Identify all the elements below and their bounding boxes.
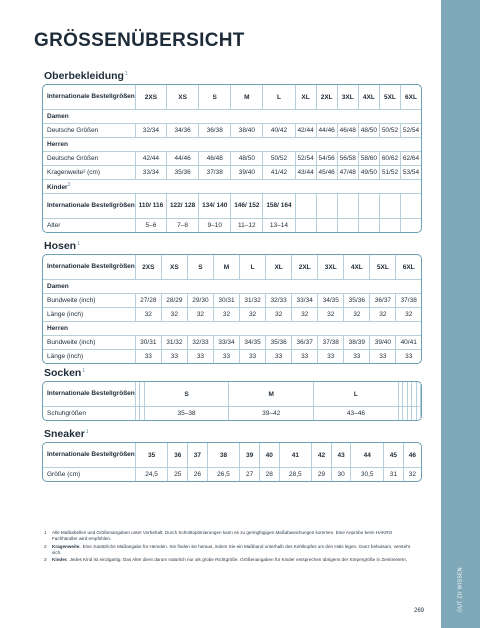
sneaker-table: [42, 442, 422, 482]
value-cell: 32: [214, 308, 240, 322]
size-header-cell: 6XL: [396, 255, 421, 280]
value-cell: 34/35: [318, 294, 344, 308]
section-heading-sneaker: Sneaker$^1$: [44, 428, 89, 440]
value-cell: 33: [162, 350, 188, 363]
page-title: GRÖSSENÜBERSICHT: [34, 30, 245, 51]
value-cell: 36/37: [292, 336, 318, 350]
value-cell: 48/50: [231, 152, 263, 166]
value-cell: [380, 219, 401, 232]
size-header-cell: 6XL: [401, 85, 421, 110]
data-row: [43, 407, 421, 420]
size-header-cell: 41: [280, 443, 313, 468]
size-header-cell: [401, 194, 421, 219]
footnote-body: [52, 557, 407, 563]
value-cell: 27: [240, 468, 260, 481]
row-label: Kragenweite² (cm): [43, 166, 136, 180]
size-header-cell: M: [214, 255, 240, 280]
size-header-cell: 110/ 116: [136, 194, 167, 219]
value-cell: 28,5: [280, 468, 313, 481]
kinder-label: Kinder: [47, 184, 68, 192]
value-cell: 33/34: [214, 336, 240, 350]
value-cell: 24,5: [136, 468, 169, 481]
group-label: Damen: [43, 110, 421, 124]
size-header-cell: 2XL: [317, 85, 338, 110]
value-cell: 27/28: [136, 294, 162, 308]
value-cell: 32: [188, 308, 214, 322]
footnote-body: [52, 530, 414, 542]
value-cell: 32/34: [136, 124, 167, 138]
value-cell: 58/60: [359, 152, 380, 166]
value-cell: 33: [344, 350, 370, 363]
value-cell: 32/33: [266, 294, 292, 308]
value-cell: 36/37: [370, 294, 396, 308]
value-cell: 39–42: [229, 407, 314, 420]
value-cell: 9–10: [199, 219, 231, 232]
size-header-cell: 43: [332, 443, 352, 468]
value-cell: 44/46: [167, 152, 199, 166]
value-cell: 37/38: [396, 294, 421, 308]
value-cell: 46/48: [338, 124, 359, 138]
size-header-cell: [317, 194, 338, 219]
value-cell: 51/52: [380, 166, 401, 180]
header-row: [43, 255, 421, 280]
page-number: 269: [414, 608, 425, 614]
row-label: Bundweite (inch): [43, 294, 136, 308]
value-cell: 35/36: [344, 294, 370, 308]
size-header-cell: 146/ 152: [231, 194, 263, 219]
size-header-cell: 45: [384, 443, 404, 468]
value-cell: 25: [168, 468, 188, 481]
value-cell: 28/29: [162, 294, 188, 308]
size-header-cell: [296, 194, 317, 219]
size-header-cell: 35: [136, 443, 169, 468]
value-cell: 7–8: [167, 219, 199, 232]
size-header-cell: 40: [260, 443, 280, 468]
data-row: [43, 350, 421, 363]
footnote-term: Kinder.: [52, 557, 68, 562]
value-cell: 29/30: [188, 294, 214, 308]
row-label: Länge (inch): [43, 308, 136, 322]
footnote-text: Eine zusätzliche Maßangabe für Hemden. Sie finden sie heraus, indem Sie ein Maßband unterhalb des Kehlkopfes um den Hals legen. Ganz behutsam, versteht sich.: [52, 543, 410, 555]
row-label: Länge (inch): [43, 350, 136, 363]
value-cell: 36/38: [199, 124, 231, 138]
value-cell: 53/54: [401, 166, 421, 180]
group-label: Herren: [43, 138, 421, 152]
size-header-cell: 158/ 164: [263, 194, 295, 219]
kinder-header-row: [43, 194, 421, 219]
data-row: [43, 166, 421, 180]
header-row: [43, 85, 421, 110]
size-header-cell: M: [231, 85, 263, 110]
size-header-label: Internationale Bestellgrößen: [43, 443, 136, 468]
kinder-footnote-ref: 3: [67, 181, 71, 188]
value-cell: 40/42: [263, 124, 295, 138]
header-row: [43, 382, 421, 407]
value-cell: 33: [370, 350, 396, 363]
value-cell: 30,5: [351, 468, 384, 481]
value-cell: 33: [292, 350, 318, 363]
group-row: [43, 138, 421, 152]
value-cell: 33: [405, 353, 413, 360]
value-cell: 56/58: [338, 152, 359, 166]
size-header-cell: 3XL: [318, 255, 344, 280]
value-cell: 30/31: [136, 336, 162, 350]
value-cell: 33/34: [292, 294, 318, 308]
value-cell: 43–46: [314, 407, 399, 420]
group-row: [43, 322, 421, 336]
row-label: Alter: [43, 219, 136, 232]
size-header-cell: S: [145, 382, 230, 407]
data-row: [43, 336, 421, 350]
size-header-cell: 38: [208, 443, 241, 468]
section-heading-socken: Socken$^1$: [44, 367, 86, 379]
value-cell: 37/38: [318, 336, 344, 350]
value-cell: 32: [370, 308, 396, 322]
hosen-table: [42, 254, 422, 364]
value-cell: [317, 219, 338, 232]
header-row: [43, 443, 421, 468]
value-cell: 48/50: [359, 124, 380, 138]
data-row: [43, 124, 421, 138]
value-cell: 26: [188, 468, 208, 481]
value-cell: 31/32: [240, 294, 266, 308]
value-cell: 35/36: [266, 336, 292, 350]
size-header-cell: XS: [167, 85, 199, 110]
value-cell: 13–14: [263, 219, 295, 232]
value-cell: 50/52: [380, 124, 401, 138]
size-header-cell: 122/ 128: [167, 194, 199, 219]
row-label: Deutsche Größen: [43, 124, 136, 138]
data-row: [43, 294, 421, 308]
footnote: [44, 544, 414, 556]
row-label: Bundweite (inch): [43, 336, 136, 350]
size-header-cell: 2XL: [292, 255, 318, 280]
data-row: [43, 152, 421, 166]
socken-table: [42, 381, 422, 421]
value-cell: 32: [344, 308, 370, 322]
value-cell: 31: [384, 468, 404, 481]
oberbekleidung-table: [42, 84, 422, 233]
row-label: Schuhgrößen: [43, 407, 136, 420]
size-header-cell: 4XL: [359, 85, 380, 110]
value-cell: 11–12: [231, 219, 263, 232]
value-cell: 32: [318, 308, 344, 322]
section-heading-hosen: Hosen$^1$: [44, 240, 80, 252]
size-header-cell: XS: [162, 255, 188, 280]
data-row: [43, 468, 421, 481]
value-cell: [401, 219, 421, 232]
group-label: Damen: [43, 280, 421, 294]
footnote-term: Kragenweite.: [52, 543, 81, 549]
value-cell: 37/38: [199, 166, 231, 180]
size-header-cell: L: [263, 85, 295, 110]
value-cell: [359, 219, 380, 232]
size-header-cell: 44: [351, 443, 384, 468]
size-header-label: Internationale Bestellgrößen: [43, 382, 136, 407]
group-row: [43, 180, 421, 194]
value-cell: 46/48: [199, 152, 231, 166]
value-cell: 29: [312, 468, 332, 481]
size-header-cell: S: [188, 255, 214, 280]
size-header-cell: M: [229, 382, 314, 407]
value-cell: 33: [318, 350, 344, 363]
value-cell: 33: [240, 350, 266, 363]
size-header-cell: 5XL: [380, 85, 401, 110]
group-row: [43, 280, 421, 294]
size-header-cell: 42: [312, 443, 332, 468]
value-cell: 35/36: [167, 166, 199, 180]
size-header-cell: 134/ 140: [199, 194, 231, 219]
size-header-cell: L: [314, 382, 399, 407]
footnote: [44, 530, 414, 542]
size-header-cell: S: [199, 85, 231, 110]
value-cell: 44/46: [317, 124, 338, 138]
value-cell: 33/34: [136, 166, 167, 180]
value-cell: 45/46: [317, 166, 338, 180]
data-row: [43, 219, 421, 232]
group-row: [43, 110, 421, 124]
row-label: Deutsche Größen: [43, 152, 136, 166]
size-header-cell: XL: [266, 255, 292, 280]
value-cell: 39/40: [370, 336, 396, 350]
value-cell: 5–6: [136, 219, 167, 232]
value-cell: 42/44: [136, 152, 167, 166]
footnote-body: [52, 544, 414, 556]
value-cell: [338, 219, 359, 232]
size-header-cell: [359, 194, 380, 219]
value-cell: 33: [266, 350, 292, 363]
size-header-cell: 46: [404, 443, 421, 468]
value-cell: [296, 219, 317, 232]
value-cell: 34/35: [240, 336, 266, 350]
value-cell: 33: [136, 350, 162, 363]
value-cell: 31/32: [162, 336, 188, 350]
side-tab: [441, 0, 480, 628]
size-header-cell: L: [240, 255, 266, 280]
value-cell: 32: [136, 308, 162, 322]
value-cell: 52/54: [401, 124, 421, 138]
data-row: [43, 308, 421, 322]
row-label: Größe (cm): [43, 468, 136, 481]
value-cell: 42/44: [296, 124, 317, 138]
footnote-number: 1: [44, 530, 47, 535]
size-header-cell: 37: [188, 443, 208, 468]
value-cell: 32: [240, 308, 266, 322]
value-cell: 32: [396, 308, 421, 322]
value-cell: 60/62: [380, 152, 401, 166]
size-header-cell: 2XS: [136, 85, 167, 110]
value-cell: 47/48: [338, 166, 359, 180]
value-cell: 32: [292, 308, 318, 322]
value-cell: 49/50: [359, 166, 380, 180]
value-cell: 52/54: [296, 152, 317, 166]
kinder-heading: [43, 180, 421, 194]
size-header-label: Internationale Bestellgrößen: [43, 194, 136, 219]
footnote-text: Alle Maßtabellen und Größenangaben unter Vorbehalt. Durch Schnittoptimierungen kann es zu geringfügigen Maßabweichungen kommen. Eine Anprobe beim HAKRO Fachhändler wird empfohlen.: [52, 530, 393, 541]
value-cell: 32: [162, 308, 188, 322]
size-header-cell: [380, 194, 401, 219]
value-cell: 38/40: [231, 124, 263, 138]
size-header-cell: 5XL: [370, 255, 396, 280]
value-cell: 33: [188, 350, 214, 363]
value-cell: 38/39: [344, 336, 370, 350]
value-cell: 32: [266, 308, 292, 322]
footnote-text: Jedes Kind ist einzigartig. Das Alter dient darum natürlich nur als grobe Richtgröße. Größenangaben für Kinder entsprechen übrigens der Körpergröße in Zentimetern.: [69, 557, 408, 562]
value-cell: 54/56: [317, 152, 338, 166]
value-cell: 33: [214, 350, 240, 363]
value-cell: 41/42: [263, 166, 295, 180]
value-cell: 26,5: [208, 468, 241, 481]
value-cell: 30: [332, 468, 352, 481]
footnote: [44, 557, 414, 563]
size-header-cell: XL: [296, 85, 317, 110]
side-tab-label: GUT ZU WISSEN: [457, 567, 464, 613]
size-header-cell: 4XL: [344, 255, 370, 280]
footnote-number: 3: [44, 557, 47, 562]
value-cell: 28: [260, 468, 280, 481]
size-header-cell: 36: [168, 443, 188, 468]
size-header-cell: 2XS: [136, 255, 162, 280]
footnotes: [44, 530, 414, 565]
value-cell: 35–38: [145, 407, 230, 420]
value-cell: 62/64: [401, 152, 421, 166]
value-cell: 43/44: [296, 166, 317, 180]
value-cell: 40/41: [396, 336, 421, 350]
value-cell: 34/36: [167, 124, 199, 138]
value-cell: 50/52: [263, 152, 295, 166]
size-header-label: Internationale Bestellgrößen: [43, 85, 136, 110]
size-header-label: Internationale Bestellgrößen: [43, 255, 136, 280]
section-heading-oberbekleidung: Oberbekleidung$^1$: [44, 70, 128, 82]
value-cell: 39/40: [231, 166, 263, 180]
value-cell: 30/31: [214, 294, 240, 308]
size-header-cell: [338, 194, 359, 219]
value-cell: 32/33: [188, 336, 214, 350]
size-header-cell: 3XL: [338, 85, 359, 110]
value-cell: 32: [408, 471, 416, 478]
group-label: Herren: [43, 322, 421, 336]
footnote-number: 2: [44, 543, 47, 549]
size-header-cell: 39: [240, 443, 260, 468]
